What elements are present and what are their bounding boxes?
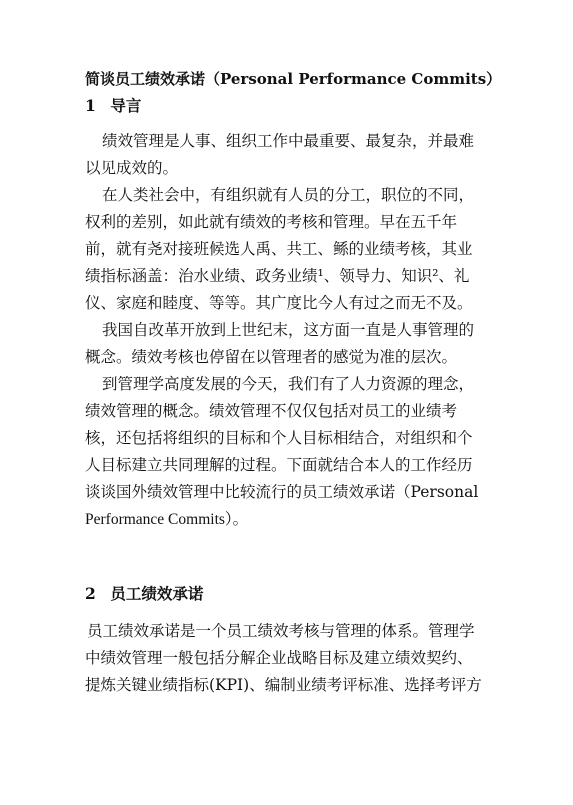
paragraph-line: 绩指标涵盖：治水业绩、政务业绩¹、领导力、知识²、礼	[85, 267, 470, 285]
paragraph-intro-3	[85, 317, 495, 371]
paragraph-line: 仪、家庭和睦度、等等。其广度比今人有过之而无不及。	[85, 294, 473, 312]
paragraph-line: 我国自改革开放到上世纪末，这方面一直是人事管理的	[102, 321, 475, 339]
paragraph-line: 核，还包括将组织的目标和个人目标相结合，对组织和个	[85, 429, 473, 447]
paragraph-line: 概念。绩效考核也停留在以管理者的感觉为准的层次。	[85, 348, 458, 366]
paragraph-intro-4	[85, 371, 495, 533]
paragraph-line: 人目标建立共同理解的过程。下面就结合本人的工作经历	[85, 456, 473, 474]
paragraph-line: Performance Commits）。	[85, 511, 249, 528]
section-2-heading	[85, 583, 203, 605]
paragraph-commitment-1	[85, 618, 495, 699]
section-1-heading	[85, 95, 141, 117]
paragraph-intro-2	[85, 182, 495, 317]
paragraph-line: 绩效管理是人事、组织工作中最重要、最复杂，并最难	[102, 132, 475, 150]
section-1-number: 1	[85, 96, 96, 115]
section-2-number: 2	[85, 584, 96, 603]
paragraph-line: 中绩效管理一般包括分解企业战略目标及建立绩效契约、	[85, 649, 473, 667]
paragraph-line: 提炼关键业绩指标(KPI)、编制业绩考评标准、选择考评方	[85, 676, 482, 694]
section-1-title: 导言	[110, 96, 142, 115]
paragraph-line: 以见成效的。	[85, 159, 179, 177]
paragraph-intro-1	[85, 128, 495, 182]
section-2-title: 员工绩效承诺	[110, 584, 204, 603]
paragraph-line: 到管理学高度发展的今天，我们有了人力资源的理念，	[102, 375, 475, 393]
paragraph-line: 权利的差别，如此就有绩效的考核和管理。早在五千年	[85, 213, 458, 231]
paragraph-line: 在人类社会中，有组织就有人员的分工，职位的不同，	[102, 186, 475, 204]
paragraph-line: 员工绩效承诺是一个员工绩效考核与管理的体系。管理学	[87, 622, 475, 640]
document-title: 简谈员工绩效承诺（Personal Performance Commits）	[85, 70, 502, 88]
paragraph-line: 前，就有尧对接班候选人禹、共工、鲧的业绩考核，其业	[85, 240, 473, 258]
paragraph-line: 绩效管理的概念。绩效管理不仅仅包括对员工的业绩考	[85, 402, 458, 420]
paragraph-line: 谈谈国外绩效管理中比较流行的员工绩效承诺（Personal	[85, 483, 479, 501]
